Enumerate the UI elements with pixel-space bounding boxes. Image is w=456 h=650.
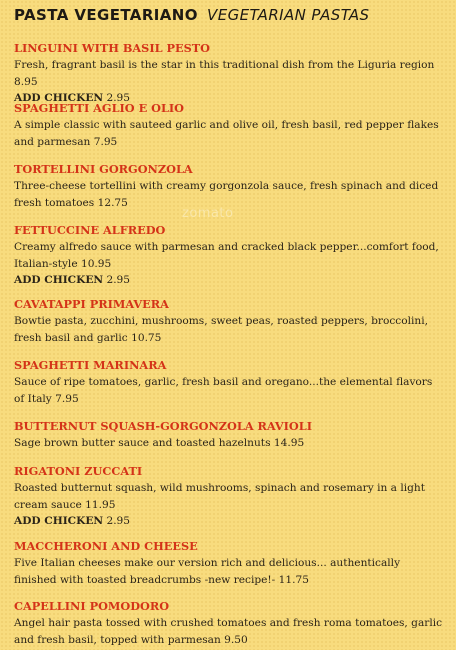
menu-item-rigatoni-zuccati	[14, 463, 444, 530]
addon-label: ADD CHICKEN	[14, 274, 104, 286]
menu-item-name: MACCHERONI AND CHEESE	[14, 539, 198, 553]
menu-item-description: Sauce of ripe tomatoes, garlic, fresh basil and oregano...the elemental flavors of Italy 7.95	[14, 376, 433, 405]
menu-item-name: SPAGHETTI AGLIO E OLIO	[14, 101, 185, 115]
zomato-watermark: zomato	[182, 206, 234, 221]
menu-item-spaghetti-aglio-e-olio	[14, 100, 444, 150]
menu-item-description: Sage brown butter sauce and toasted hazelnuts 14.95	[14, 437, 305, 449]
menu-item-capellini-pomodoro	[14, 598, 444, 648]
addon-price: 2.95	[106, 92, 131, 104]
menu-item-description: Roasted butternut squash, wild mushrooms, spinach and rosemary in a light cream sauce 11.95	[14, 482, 425, 511]
menu-item-maccheroni-and-cheese	[14, 538, 444, 588]
menu-item-description: Bowtie pasta, zucchini, mushrooms, sweet peas, roasted peppers, broccolini, fresh basil and garlic 10.75	[14, 315, 428, 344]
menu-item-description: Five Italian cheeses make our version rich and delicious... authentically finished with toasted breadcrumbs -new recipe!- 11.75	[14, 557, 401, 586]
menu-item-name: TORTELLINI GORGONZOLA	[14, 162, 193, 176]
menu-item-spaghetti-marinara	[14, 357, 444, 407]
addon-price: 2.95	[106, 515, 131, 527]
menu-item-linguini-basil-pesto	[14, 40, 444, 107]
menu-item-addon	[14, 513, 444, 530]
section-title: PASTA VEGETARIANO	[14, 6, 198, 24]
menu-item-name: LINGUINI WITH BASIL PESTO	[14, 41, 211, 55]
menu-item-name: FETTUCCINE ALFREDO	[14, 223, 166, 237]
menu-item-description: Creamy alfredo sauce with parmesan and cracked black pepper...comfort food, Italian-style 10.95	[14, 241, 439, 270]
menu-item-addon	[14, 272, 444, 289]
menu-item-tortellini-gorgonzola	[14, 161, 444, 211]
menu-item-description: A simple classic with sauteed garlic and olive oil, fresh basil, red pepper flakes and parmesan 7.95	[14, 119, 439, 148]
menu-item-description: Fresh, fragrant basil is the star in this traditional dish from the Liguria region 8.95	[14, 59, 435, 88]
menu-item-description: Three-cheese tortellini with creamy gorgonzola sauce, fresh spinach and diced fresh tomatoes 12.75	[14, 180, 439, 209]
addon-label: ADD CHICKEN	[14, 92, 104, 104]
menu-item-name: RIGATONI ZUCCATI	[14, 464, 143, 478]
menu-item-butternut-squash-ravioli	[14, 418, 444, 452]
menu-section-header	[14, 6, 369, 24]
menu-item-name: CAVATAPPI PRIMAVERA	[14, 297, 169, 311]
section-subtitle: VEGETARIAN PASTAS	[207, 6, 370, 24]
menu-item-description: Angel hair pasta tossed with crushed tomatoes and fresh roma tomatoes, garlic and fresh basil, topped with parmesan 9.50	[14, 617, 443, 646]
addon-label: ADD CHICKEN	[14, 515, 104, 527]
menu-item-fettuccine-alfredo	[14, 222, 444, 289]
addon-price: 2.95	[106, 274, 131, 286]
menu-item-name: CAPELLINI POMODORO	[14, 599, 170, 613]
menu-item-cavatappi-primavera	[14, 296, 444, 346]
menu-item-name: SPAGHETTI MARINARA	[14, 358, 167, 372]
menu-item-name: BUTTERNUT SQUASH-GORGONZOLA RAVIOLI	[14, 419, 312, 433]
